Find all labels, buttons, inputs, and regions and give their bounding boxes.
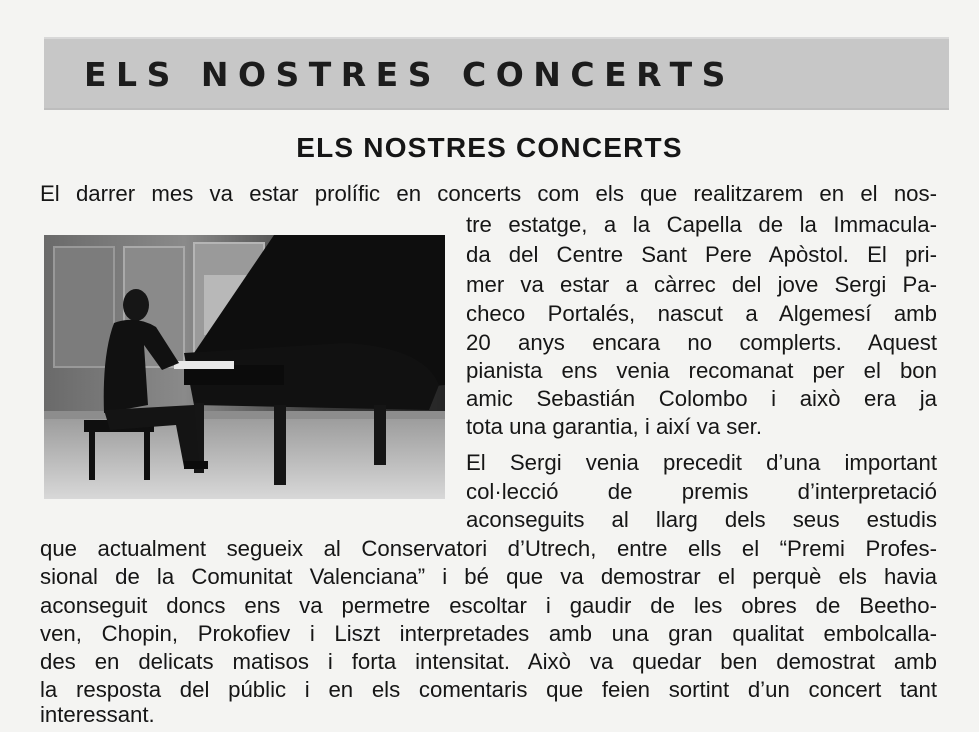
article-title: ELS NOSTRES CONCERTS (296, 132, 683, 163)
article-line: pianista ens venia recomanat per el bon (466, 358, 937, 383)
article-line: El darrer mes va estar prolífic en concerts com els que realitzarem en el nos- (40, 181, 937, 206)
article-line: interessant. (40, 702, 155, 727)
concert-photo (44, 235, 445, 499)
article-line: aconseguits al llarg dels seus estudis (466, 507, 937, 532)
article-line: 20 anys encara no complerts. Aquest (466, 330, 937, 355)
article-line: tota una garantia, i així va ser. (466, 414, 763, 439)
article-line: que actualment segueix al Conservatori d’Utrech, entre ells el “Premi Profes- (40, 536, 937, 561)
article-line: amic Sebastián Colombo i això era ja (466, 386, 937, 411)
article-line: col·lecció de premis d’interpretació (466, 479, 937, 504)
article-line: sional de la Comunitat Valenciana” i bé que va demostrar el perquè els havia (40, 564, 937, 589)
article-line: la resposta del públic i en els comentaris que feien sortint d’un concert tant (40, 677, 937, 702)
article-line: da del Centre Sant Pere Apòstol. El pri- (466, 242, 937, 267)
article-line: mer va estar a càrrec del jove Sergi Pa- (466, 272, 937, 297)
article-line: des en delicats matisos i forta intensitat. Això va quedar ben demostrat amb (40, 649, 937, 674)
article-line: ven, Chopin, Prokofiev i Liszt interpretades amb una gran qualitat embolcalla- (40, 621, 937, 646)
section-heading: ELS NOSTRES CONCERTS (84, 55, 735, 94)
article-line: El Sergi venia precedit d’una important (466, 450, 937, 475)
section-banner (44, 37, 949, 110)
article-line: aconseguit doncs ens va permetre escoltar i gaudir de les obres de Beetho- (40, 593, 937, 618)
article-line: tre estatge, a la Capella de la Immacula- (466, 212, 937, 237)
article-line: checo Portalés, nascut a Algemesí amb (466, 301, 937, 326)
